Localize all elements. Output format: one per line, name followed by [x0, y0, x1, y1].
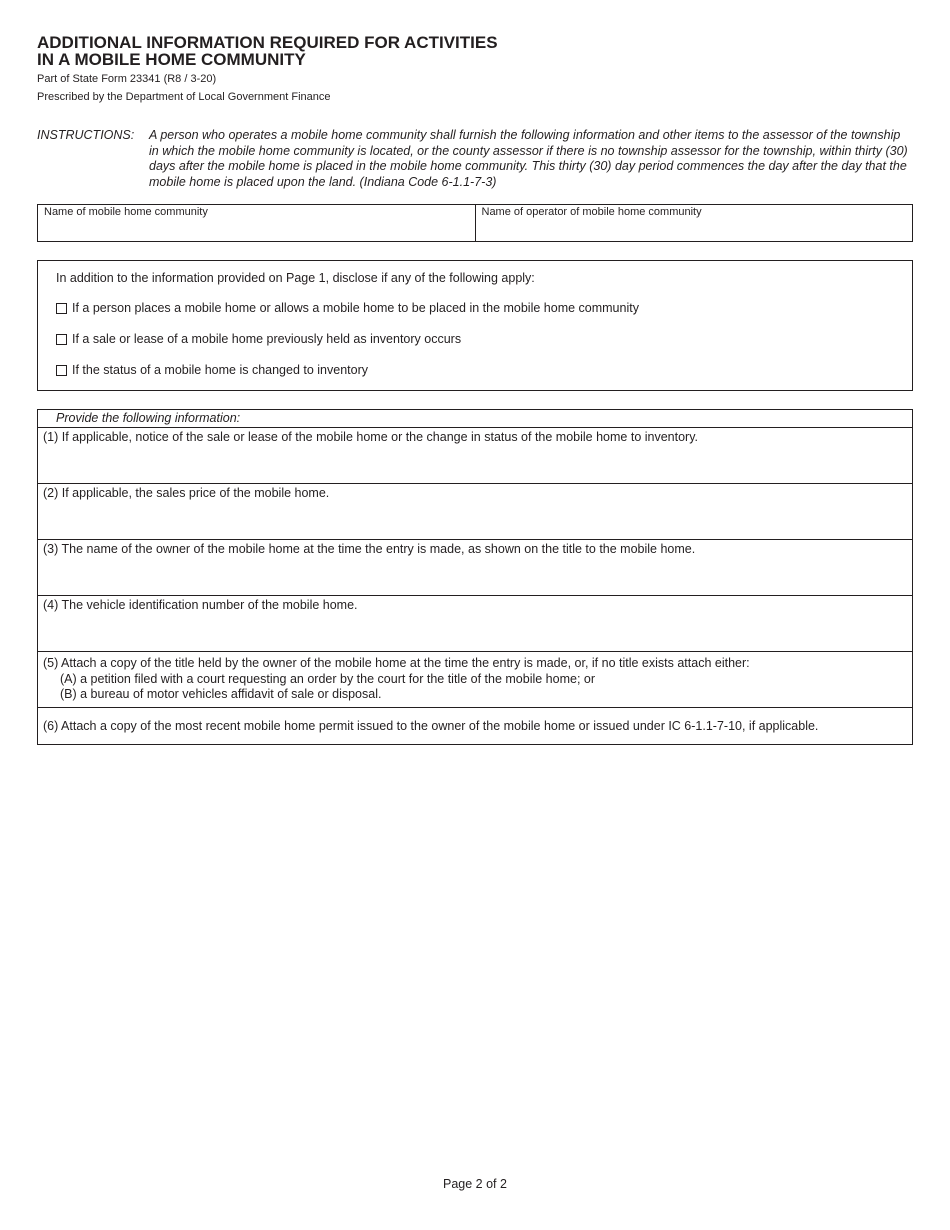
info-item-3-text: (3) The name of the owner of the mobile home at the time the entry is made, as shown on the title to the mobile home.: [43, 542, 696, 556]
info-item-5-text: (5) Attach a copy of the title held by the owner of the mobile home at the time the entry is made, or, if no title exists attach either:: [43, 656, 750, 670]
disclosure-section: [37, 260, 913, 391]
sale-lease-label: If a sale or lease of a mobile home previously held as inventory occurs: [72, 332, 462, 346]
placement-label: If a person places a mobile home or allows a mobile home to be placed in the mobile home community: [72, 301, 639, 315]
info-item-6: [38, 708, 912, 744]
instructions-label: INSTRUCTIONS:: [37, 128, 135, 142]
info-item-1-text: (1) If applicable, notice of the sale or lease of the mobile home or the change in status of the mobile home to inventory.: [43, 430, 699, 444]
info-item-2-text: (2) If applicable, the sales price of the mobile home.: [43, 486, 330, 500]
info-item-4[interactable]: [38, 596, 912, 652]
information-section: [37, 409, 913, 745]
disclosure-option-status-change[interactable]: [56, 363, 368, 377]
disclosure-option-sale-lease[interactable]: [56, 332, 461, 346]
prescribed-by-text: Prescribed by the Department of Local Government Finance: [37, 91, 331, 103]
info-item-6-text: (6) Attach a copy of the most recent mobile home permit issued to the owner of the mobile home or issued under IC 6-1.1-7-10, if applicable.: [43, 719, 819, 733]
disclosure-option-placement[interactable]: [56, 301, 639, 315]
operator-name-field[interactable]: [475, 205, 913, 241]
disclosure-intro: In addition to the information provided on Page 1, disclose if any of the following apply:: [56, 271, 535, 285]
instructions-text: A person who operates a mobile home community shall furnish the following information and other items to the assessor of the township in which the mobile home community is located, or the county assessor if there is no township assessor for the township, within thirty (30) days after the mobile home is placed in the mobile home community. This thirty (30) day period commences the day after the day that the mobile home is placed upon the land. (Indiana Code 6-1.1-7-3): [149, 128, 908, 189]
form-part-text: Part of State Form 23341 (R8 / 3-20): [37, 73, 217, 85]
information-heading: Provide the following information:: [38, 410, 912, 428]
community-name-field[interactable]: [38, 205, 475, 241]
status-change-label: If the status of a mobile home is changed to inventory: [72, 363, 369, 377]
page-number: Page 2 of 2: [443, 1177, 507, 1191]
info-item-2[interactable]: [38, 484, 912, 540]
info-item-5-option-a: (A) a petition filed with a court requesting an order by the court for the title of the mobile home; or: [60, 671, 596, 686]
info-item-1[interactable]: [38, 428, 912, 484]
operator-name-label: Name of operator of mobile home community: [481, 206, 702, 218]
placement-checkbox[interactable]: [56, 303, 67, 314]
form-title: [37, 34, 498, 68]
info-item-5-option-b: (B) a bureau of motor vehicles affidavit of sale or disposal.: [60, 687, 382, 701]
info-item-5: [38, 652, 912, 708]
title-line-2: IN A MOBILE HOME COMMUNITY: [37, 50, 306, 69]
community-name-label: Name of mobile home community: [44, 206, 208, 218]
sale-lease-checkbox[interactable]: [56, 334, 67, 345]
title-line-1: ADDITIONAL INFORMATION REQUIRED FOR ACTIVITIES: [37, 33, 498, 52]
names-section: [37, 204, 913, 242]
status-change-checkbox[interactable]: [56, 365, 67, 376]
info-item-4-text: (4) The vehicle identification number of the mobile home.: [43, 598, 358, 612]
info-item-3[interactable]: [38, 540, 912, 596]
